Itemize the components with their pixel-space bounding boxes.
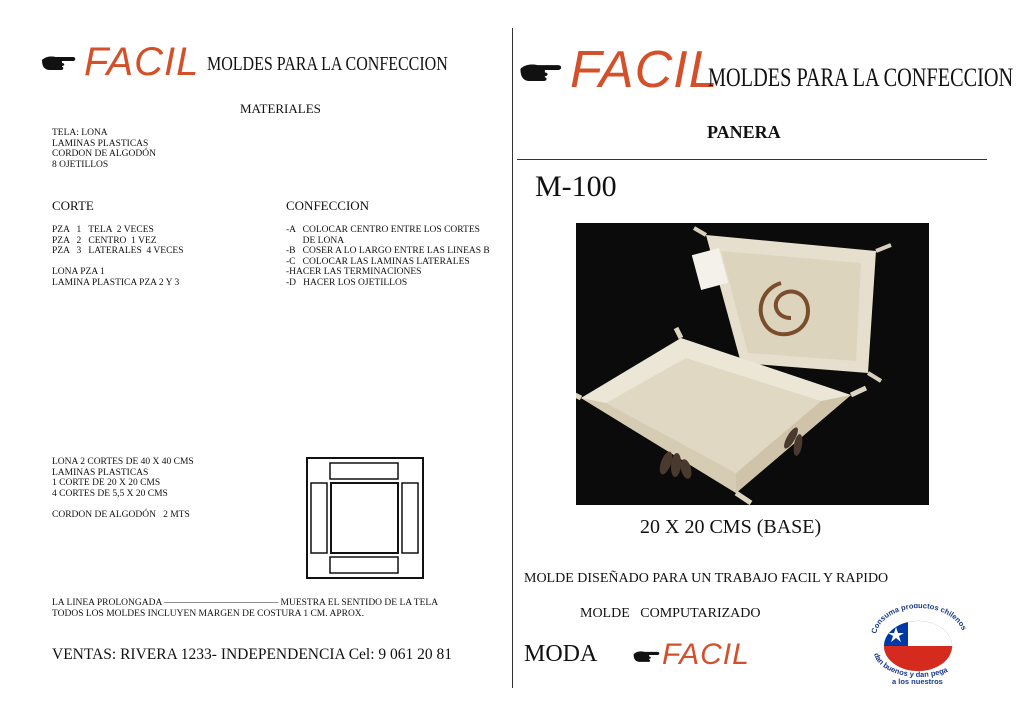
moda-label: MODA bbox=[524, 641, 598, 667]
design-note: MOLDE DISEÑADO PARA UN TRABAJO FACIL Y RAPIDO bbox=[524, 571, 889, 586]
badge-bottom-text: dan buenos y dan pega bbox=[871, 651, 949, 680]
list-item: PZA 1 TELA 2 VECES bbox=[52, 225, 154, 235]
confeccion-title: CONFECCION bbox=[286, 198, 370, 213]
page-divider bbox=[512, 28, 513, 688]
model-code: M-100 bbox=[535, 170, 617, 203]
list-item: LAMINAS PLASTICAS bbox=[52, 467, 149, 478]
note-line: TODOS LOS MOLDES INCLUYEN MARGEN DE COSTURA 1 CM. APROX. bbox=[52, 608, 365, 619]
list-item bbox=[52, 257, 184, 268]
list-item: -HACER LAS TERMINACIONES bbox=[286, 267, 422, 277]
list-item: LAMINA PLASTICA PZA 2 Y 3 bbox=[52, 277, 180, 288]
confeccion-list bbox=[286, 225, 490, 288]
list-item: DE LONA bbox=[286, 235, 345, 246]
list-item: CORDON DE ALGODÓN bbox=[52, 149, 156, 159]
list-item: PZA 3 LATERALES 4 VECES bbox=[52, 246, 184, 256]
tagline: MOLDES PARA LA CONFECCION bbox=[207, 53, 448, 75]
size-caption: 20 X 20 CMS (BASE) bbox=[640, 516, 822, 538]
list-item: -C COLOCAR LAS LAMINAS LATERALES bbox=[286, 256, 470, 267]
badge-foot-text: a los nuestros bbox=[892, 677, 943, 686]
list-item: LONA 2 CORTES DE 40 X 40 CMS bbox=[52, 457, 194, 467]
product-name: PANERA bbox=[707, 122, 781, 142]
chile-flag-icon bbox=[866, 604, 970, 693]
pattern-diagram bbox=[306, 457, 424, 584]
ventas-info: VENTAS: RIVERA 1233- INDEPENDENCIA Cel: 9 061 20 81 bbox=[52, 646, 453, 663]
list-item: PZA 2 CENTRO 1 VEZ bbox=[52, 235, 157, 246]
list-item: 8 OJETILLOS bbox=[52, 159, 109, 170]
list-item: -A COLOCAR CENTRO ENTRE LOS CORTES bbox=[286, 225, 480, 235]
product-photo bbox=[576, 223, 929, 505]
moda-brand-logo: FACIL bbox=[662, 638, 750, 671]
list-item: LONA PZA 1 bbox=[52, 267, 105, 277]
tagline: MOLDES PARA LA CONFECCION bbox=[708, 63, 1014, 92]
pointing-hand-icon bbox=[518, 59, 562, 86]
list-item: -D HACER LOS OJETILLOS bbox=[286, 277, 408, 288]
header-rule bbox=[517, 159, 987, 160]
brand-logo: FACIL bbox=[84, 40, 200, 84]
materiales-title: MATERIALES bbox=[240, 101, 321, 116]
materiales-list bbox=[52, 128, 156, 170]
list-item: CORDON DE ALGODÓN 2 MTS bbox=[52, 509, 190, 520]
medidas-list bbox=[52, 457, 194, 520]
list-item: LAMINAS PLASTICAS bbox=[52, 138, 149, 149]
brand-logo: FACIL bbox=[570, 41, 719, 99]
badge-top-text: Consuma productos chilenos bbox=[869, 604, 969, 635]
pointing-hand-icon bbox=[632, 648, 660, 665]
list-item bbox=[52, 499, 194, 510]
pointing-hand-icon bbox=[40, 52, 76, 74]
corte-list bbox=[52, 225, 184, 288]
list-item: 4 CORTES DE 5,5 X 20 CMS bbox=[52, 488, 168, 499]
list-item: TELA: LONA bbox=[52, 128, 108, 138]
note-line: LA LINEA PROLONGADA ———————————— MUESTRA EL SENTIDO DE LA TELA bbox=[52, 598, 439, 608]
list-item: -B COSER A LO LARGO ENTRE LAS LINEAS B bbox=[286, 246, 490, 256]
notes bbox=[52, 598, 438, 619]
corte-title: CORTE bbox=[52, 198, 94, 213]
computerized-note: MOLDE COMPUTARIZADO bbox=[580, 606, 761, 621]
list-item: 1 CORTE DE 20 X 20 CMS bbox=[52, 478, 161, 488]
